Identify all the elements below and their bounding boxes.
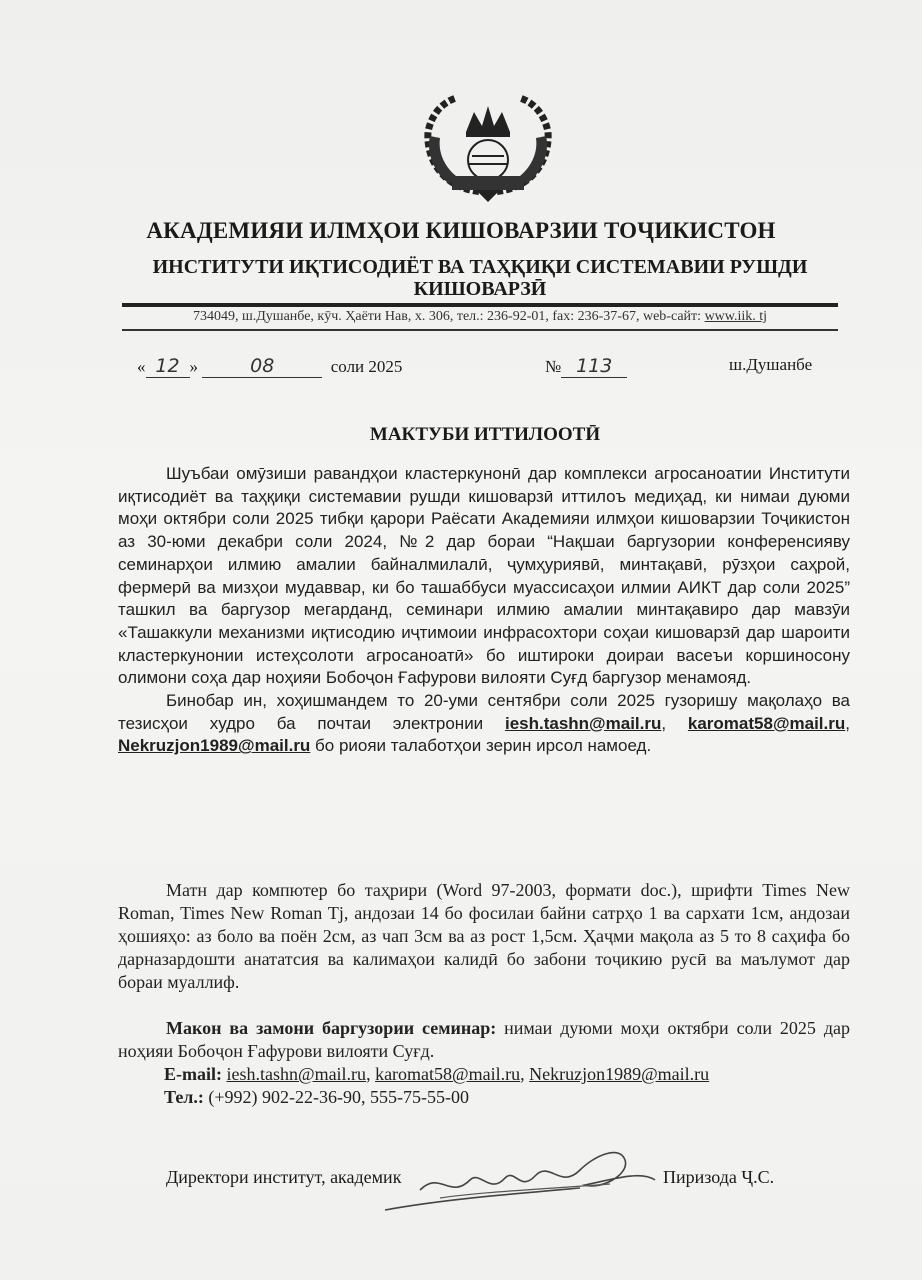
seminar-contacts (118, 1017, 850, 1109)
phone-label: Тел.: (164, 1087, 204, 1107)
institute-name: ИНСТИТУТИ ИҚТИСОДИЁТ ВА ТАҲҚИҚИ СИСТЕМАВИИ РУШДИ КИШОВАРЗӢ (152, 256, 808, 300)
contact-email-1[interactable]: iesh.tashn@mail.ru (226, 1064, 367, 1084)
paragraph-format: Матн дар компютер бо таҳрири (Word 97-2003, формати doc.), шрифти Times New Roman, Times New Roman Tj, андозаи 14 бо фосилаи байни сатрҳо 1 ва сархати 1см, андозаи ҳошияҳо: аз боло ва поён 2см, аз чап 3см ва аз рост 1,5см. Ҳаҷми мақола аз 5 то 8 саҳифа бо дарназардошти анататсия ва калимаҳои калидӣ бо забони тоҷикию русӣ ва маълумот дар бораи муаллиф. (118, 880, 850, 992)
institute-address (122, 309, 838, 325)
phone-numbers: (+992) 902-22-36-90, 555-75-55-00 (203, 1087, 470, 1107)
place-text: нимаи дуюми моҳи октябри соли 2025 дар ноҳияи Бобоҷон Ғафурови вилояти Суғд. (118, 1018, 850, 1061)
formatting-requirements (118, 879, 850, 994)
organization-name: АКАДЕМИЯИ ИЛМҲОИ КИШОВАРЗИИ ТОҶИКИСТОН (146, 218, 776, 243)
seminar-place (118, 1017, 850, 1063)
place-label: Макон ва замони баргузории семинар: (166, 1018, 497, 1038)
date-month: 08 (202, 355, 322, 378)
contact-emails: E-mail: iesh.tashn@mail.ru, karomat58@mail.ru, Nekruzjon1989@mail.ru (164, 1064, 710, 1084)
address-divider (122, 329, 838, 331)
date-year: соли 2025 (330, 357, 403, 376)
contact-email-2[interactable]: karomat58@mail.ru (375, 1064, 521, 1084)
email-link-3[interactable]: Nekruzjon1989@mail.ru (118, 736, 311, 756)
email-link-2[interactable]: karomat58@mail.ru (687, 713, 846, 733)
contact-phones (118, 1086, 850, 1109)
handwritten-signature (380, 1140, 670, 1220)
paragraph-request: Бинобар ин, хоҳишмандем то 20-уми сентябри соли 2025 гузоришу мақолаҳо ва тезисҳои худро ба почтаи электронии iesh.tashn@mail.ru, karomat58@mail.ru, Nekruzjon1989@mail.ru бо риояи талаботҳои зерин ирсол намоед. (118, 691, 850, 756)
email-link-1[interactable]: iesh.tashn@mail.ru (504, 713, 662, 733)
tajikistan-emblem-icon (416, 92, 560, 208)
header-divider (122, 303, 838, 307)
email-label: E-mail: (164, 1064, 222, 1084)
address-text: 734049, ш.Душанбе, кӯч. Ҳаёти Нав, х. 306, тел.: 236-92-01, fax: 236-37-67, web-сайт: (192, 309, 705, 324)
date-day: 12 (146, 355, 190, 378)
letter-date: « 12 » 08 соли 2025 (137, 355, 403, 377)
signatory-role: Директори институт, академик (166, 1167, 402, 1187)
contact-email-3[interactable]: Nekruzjon1989@mail.ru (529, 1064, 710, 1084)
signatory-name: Пиризода Ҷ.С. (663, 1167, 775, 1187)
website-link[interactable]: www.iik. tj (704, 309, 768, 324)
letter-number (545, 355, 627, 378)
paragraph-intro: Шуъбаи омӯзиши равандҳои кластеркунонӣ дар комплекси агросаноатии Институти иқтисодиёт ва таҳқиқи системавии рушди кишоварзӣ иттилоъ медиҳад, ки нимаи дуюми моҳи октябри соли 2025 тибқи қарори Раёсати Академияи илмҳои кишоварзии Тоҷикистон аз 30-юми декабри соли 2024, №2 дар бораи “Нақшаи баргузории конференсияву семинарҳои илмию амалии байналмилалӣ, ҷумҳуриявӣ, минтақавӣ, рӯзҳои саҳрой, фермерӣ ва мизҳои мудаввар, ки бо ташаббуси муассисаҳои илмии АИКТ дар соли 2025” ташкил ва баргузор мегарданд, семинари илмию амалии минтақавиро дар мавзӯи «Ташаккули механизми иқтисодию иҷтимоии инфрасохтори соҳаи кишоварзӣ дар шароити кластеркунонии истеҳсолоти агросаноатӣ» бо иштироки доираи васеъи коршиносону олимони соҳа дар ноҳияи Бобоҷон Ғафурови вилояти Суғд баргузор менамояд. (118, 464, 850, 688)
letter-body (118, 463, 850, 758)
letter-city: ш.Душанбе (729, 355, 813, 374)
number-value: 113 (561, 355, 627, 378)
document-title: МАКТУБИ ИТТИЛООТӢ (369, 424, 601, 445)
number-prefix: № (545, 357, 562, 376)
